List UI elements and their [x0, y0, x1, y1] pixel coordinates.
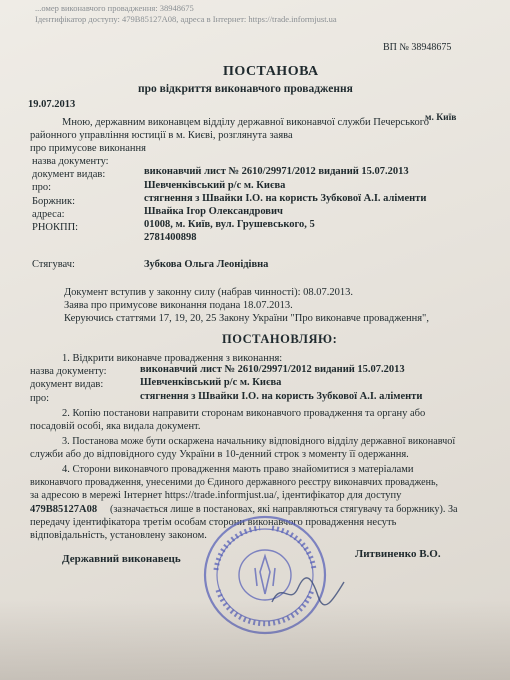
creditor-label: Стягувач: — [32, 259, 75, 270]
resolution-doc-name-label: назва документу: — [30, 366, 107, 377]
issued-value: Шевченківський р/с м. Києва — [144, 180, 286, 191]
creditor-value: Зубкова Ольга Леонідівна — [144, 259, 269, 270]
resolution-p2a: 2. Копію постанови направити сторонам виконавчого провадження та органу або — [62, 408, 426, 419]
resolution-p4f: відповідальність, установлену законом. — [30, 530, 207, 541]
resolution-p4e: передачу ідентифікатора третім особам сторони виконавчого провадження несуть — [30, 517, 397, 528]
resolution-p1: 1. Відкрити виконавче провадження з виконання: — [62, 353, 283, 364]
resolution-p3a: 3. Постанова може бути оскаржена начальнику відповідного відділу державної виконавчої — [62, 436, 456, 447]
issued-label: документ видав: — [32, 169, 106, 180]
resolution-p3b: служби або до відповідного суду України в 10-денний строк з моменту її одержання. — [30, 449, 409, 460]
photo-shadow — [0, 600, 510, 680]
resolution-p4b: виконавчого провадження, унесеними до Єдиного державного реєстру виконавчих проваджень, — [30, 477, 439, 488]
intro-city: м. Київ — [425, 113, 457, 123]
resolve-heading: ПОСТАНОВЛЯЮ: — [222, 332, 338, 346]
doc-name-label: назва документу: — [32, 156, 109, 167]
signer-name: Литвиненко В.О. — [355, 548, 441, 560]
header-faint-line-1: ...омер виконавчого провадження: 38948675 — [35, 3, 194, 13]
resolution-about-value: стягнення з Швайки І.О. на користь Зубкової А.І. аліменти — [140, 391, 423, 402]
resolution-issued-label: документ видав: — [30, 379, 104, 390]
address-label: адреса: — [32, 209, 65, 220]
page-subtitle: про відкриття виконавчого провадження — [138, 83, 353, 95]
status-line-1: Документ вступив у законну силу (набрав чинності): 08.07.2013. — [64, 287, 354, 298]
debtor-label: Боржник: — [32, 196, 76, 207]
resolution-p4d-rest: (зазначається лише в постановах, які направляються стягувачу та боржнику). За — [110, 504, 458, 515]
resolution-about-label: про: — [30, 393, 50, 404]
resolution-p2b: посадовій особі, яка видала документ. — [30, 421, 201, 432]
about-label: про: — [32, 182, 52, 193]
page-title: ПОСТАНОВА — [223, 64, 319, 79]
intro-line-1: Мною, державним виконавцем відділу державної виконавчої служби Печерського — [62, 117, 429, 128]
signer-role: Державний виконавець — [62, 553, 181, 565]
header-faint-line-2: Ідентифікатор доступу: 479B85127A08, адреса в Інтернет: https://trade.informjust.ua — [35, 14, 337, 24]
resolution-doc-name-value: виконавчий лист № 2610/29971/2012 виданий 15.07.2013 — [140, 364, 405, 375]
access-code: 479B85127A08 — [30, 504, 98, 515]
status-line-3: Керуючись статтями 17, 19, 20, 25 Закону України "Про виконавче провадження", — [64, 313, 429, 324]
status-line-2: Заява про примусове виконання подана 18.07.2013. — [64, 300, 293, 311]
doc-name-value: виконавчий лист № 2610/29971/2012 виданий 15.07.2013 — [144, 166, 409, 177]
resolution-p4c: за адресою в мережі Інтернет https://trade.informjust.ua/, ідентифікатор для доступу — [30, 490, 402, 501]
address-value: 01008, м. Київ, вул. Грушевського, 5 — [144, 219, 315, 230]
intro-line-3: про примусове виконання — [30, 143, 146, 154]
doc-date: 19.07.2013 — [28, 99, 76, 110]
intro-line-2: районного управління юстиції в м. Києві, розглянута заява — [30, 130, 293, 141]
debtor-value: Швайка Ігор Олександрович — [144, 206, 283, 217]
about-value: стягнення з Швайки І.О. на користь Зубкової А.І. аліменти — [144, 193, 427, 204]
tax-value: 2781400898 — [144, 232, 197, 243]
resolution-p4a: 4. Сторони виконавчого провадження мають право знайомитися з матеріалами — [62, 464, 414, 475]
tax-label: РНОКПП: — [32, 222, 79, 233]
doc-number: ВП № 38948675 — [383, 42, 452, 53]
resolution-issued-value: Шевченківський р/с м. Києва — [140, 377, 282, 388]
